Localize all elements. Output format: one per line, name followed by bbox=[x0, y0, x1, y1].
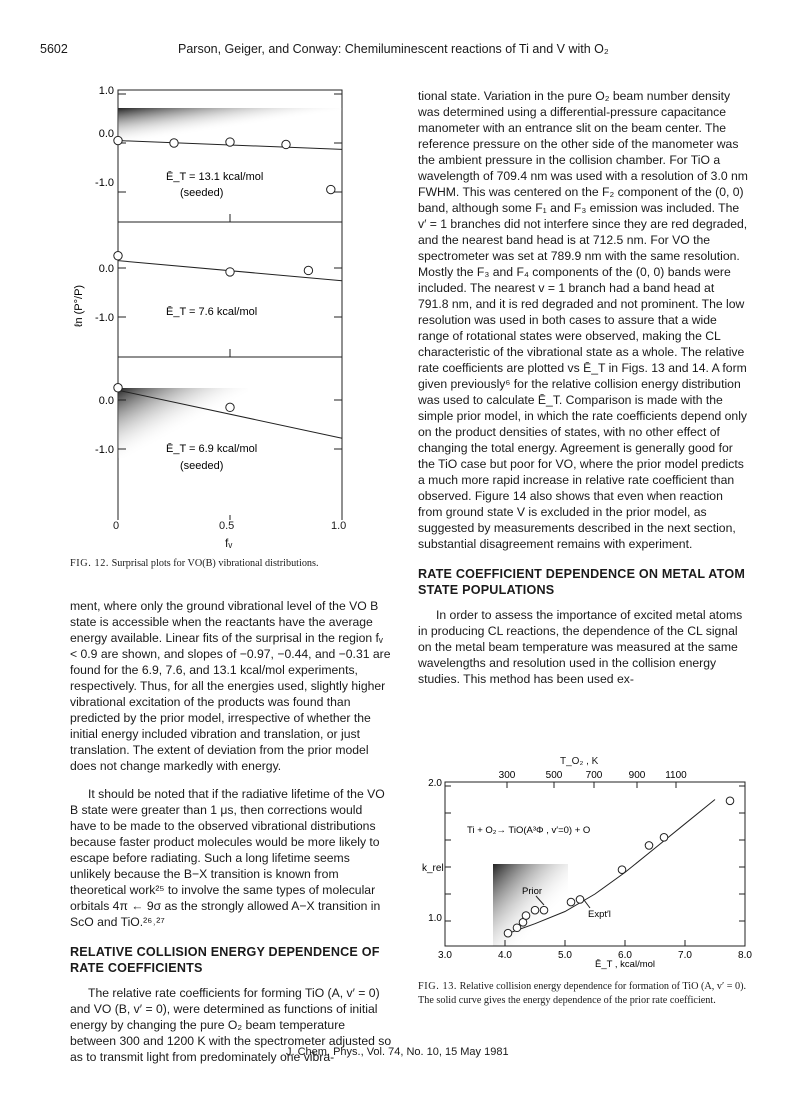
fig12-ytick: 0.0 bbox=[98, 128, 114, 140]
fig12-ytick: -1.0 bbox=[95, 312, 114, 324]
fig13-top-tick: 900 bbox=[628, 770, 646, 781]
fig12-caption-text: Surprisal plots for VO(B) vibrational distributions. bbox=[111, 558, 319, 569]
fig12-data-point bbox=[114, 252, 122, 260]
fig12-caption bbox=[70, 557, 380, 571]
fig13-xtick: 6.0 bbox=[618, 950, 632, 961]
fig12-caption-label: FIG. 12. bbox=[70, 558, 110, 569]
fig13-xlabel: Ē_T , kcal/mol bbox=[595, 959, 656, 970]
fig13-reaction-label: Ti + O₂→ TiO(A³Φ , v′=0) + O bbox=[467, 825, 591, 836]
fig12-shade-top bbox=[118, 108, 342, 142]
fig12-ytick: 0.0 bbox=[98, 395, 114, 407]
fig13-top-axis-label: T_O₂ , K bbox=[560, 756, 599, 767]
left-section-heading: RELATIVE COLLISION ENERGY DEPENDENCE OF RATE COEFFICIENTS bbox=[70, 945, 380, 975]
fig13-top-tick: 300 bbox=[498, 770, 516, 781]
right-paragraph-1: tional state. Variation in the pure O₂ beam number density was determined using a differential-pressure capacitance manometer with an entrance slit on the beam center. The reference pressure on the other side of the manometer was the ambient pressure in the collision chamber. For TiO a wavelength of 709.4 nm was used with a resolution of 3.0 nm FWHM. This was centered on the F₂ component of the (0, 0) band, although some F₁ and F₃ emission was included. The v′ = 1 branches did not interfere since they are red degraded, and the nearest band head is at 712.5 nm. For VO the spectrometer was set at 789.9 nm with the same resolution. Mostly the F₃ and F₄ components of the (0, 0) bands were included. The nearest v = 1 branch had a band head at 791.8 nm, and it is red degraded and not prominent. The low resolution was used in both cases to assure that a wide range of rotational states were observed, making the CL characteristic of the vibrational state as a whole. The relative rate coefficients are plotted vs Ē_T in Figs. 13 and 14. A form given previously⁶ for the relative collision energy distribution was used to calculate Ē_T. Comparison is made with the simple prior model, in which the rate coefficients depend only on the product densities of states, with no other effect of changing the total energy. Agreement is generally good for the TiO case but poor for VO, where the prior model predicts a much more rapid increase in relative rate coefficient than observed. Figure 14 also shows that even when reaction from ground state V is excluded in the prior model, as suggested by measurements described in the next section, substantial disagreement remains with experiment. bbox=[418, 89, 748, 551]
page-number: 5602 bbox=[40, 42, 68, 56]
fig13-ylabel: k_rel bbox=[422, 863, 444, 874]
fig12-xtick: 0.5 bbox=[219, 520, 235, 532]
fig13-xtick: 5.0 bbox=[558, 950, 572, 961]
fig13-data-point bbox=[726, 797, 734, 805]
figure-13 bbox=[418, 770, 753, 978]
fig13-top-tick: 500 bbox=[545, 770, 563, 781]
fig12-panel-note: (seeded) bbox=[180, 460, 224, 472]
fig13-xtick: 3.0 bbox=[438, 950, 452, 961]
fig13-data-point bbox=[504, 929, 512, 937]
fig13-ytick: 1.0 bbox=[428, 913, 442, 924]
fig12-panel-label: Ē_T = 6.9 kcal/mol bbox=[166, 443, 258, 455]
fig13-data-point bbox=[618, 866, 626, 874]
fig13-prior-label: Prior bbox=[522, 886, 543, 897]
fig12-ytick: -1.0 bbox=[95, 444, 114, 456]
fig13-data-point bbox=[645, 842, 653, 850]
fig12-ytick: 0.0 bbox=[98, 263, 114, 275]
fig13-layer bbox=[438, 770, 752, 961]
fig12-xlabel: fᵥ bbox=[225, 536, 233, 550]
left-paragraph-1: ment, where only the ground vibrational level of the VO B state is accessible when the reactants have the average energy available. Linear fits of the surprisal in the region fᵥ < 0.9 are shown, and slopes of −0.97, −0.44, and −0.31 are found for the 6.9, 7.6, and 13.1 kcal/mol experiments, respectively. Thus, for all the energies used, slightly higher vibrational excitation of the products was found than predicted by the prior model, irrespective of whether the initial energy included vibration and translation, or just translation. The extent of deviation from the prior model does not change markedly with energy. bbox=[70, 599, 391, 773]
left-paragraph-3: The relative rate coefficients for forming TiO (A, v′ = 0) and VO (B, v′ = 0), were determined as functions of initial energy by changing the pure O₂ beam temperature between 300 and 1200 K with the spectrometer adjusted so as to transmit light from predominately one vibra- bbox=[70, 986, 392, 1064]
fig12-panel-note: (seeded) bbox=[180, 187, 224, 199]
fig12-panel-label: Ē_T = 13.1 kcal/mol bbox=[166, 171, 264, 183]
fig13-data-point bbox=[567, 898, 575, 906]
fig12-ytick: -1.0 bbox=[95, 177, 114, 189]
fig12-xtick: 0 bbox=[113, 520, 120, 532]
fig13-data-point bbox=[576, 896, 584, 904]
fig13-top-tick: 1100 bbox=[665, 770, 687, 781]
fig13-data-point bbox=[513, 924, 521, 932]
fig13-caption-label: FIG. 13. bbox=[418, 981, 458, 992]
figure-12 bbox=[70, 80, 360, 520]
fig12-data-point bbox=[170, 139, 178, 147]
running-title: Parson, Geiger, and Conway: Chemiluminescent reactions of Ti and V with O₂ bbox=[178, 42, 609, 56]
fig12-data-point bbox=[226, 268, 234, 276]
right-paragraph-2: In order to assess the importance of excited metal atoms in producing CL reactions, the dependence of the CL signal on the metal beam temperature was measured at the same wavelengths and resolution used in the collision energy studies. This method has been used ex- bbox=[418, 608, 743, 686]
fig13-xtick: 4.0 bbox=[498, 950, 512, 961]
fig13-ytick: 2.0 bbox=[428, 778, 442, 789]
fig13-xtick: 8.0 bbox=[738, 950, 752, 961]
footer-citation: J. Chem. Phys., Vol. 74, No. 10, 15 May 1981 bbox=[286, 1046, 509, 1058]
fig12-data-point bbox=[114, 136, 122, 144]
fig13-expt-label: Expt′l bbox=[588, 909, 611, 920]
fig12-ytick: 1.0 bbox=[98, 85, 114, 97]
fig12-xtick: 1.0 bbox=[331, 520, 347, 532]
fig12-data-point bbox=[226, 403, 234, 411]
fig12-data-point bbox=[282, 140, 290, 148]
fig13-caption-text: Relative collision energy dependence for formation of TiO (A, v′ = 0). The solid curve gives the energy dependence of the prior rate coefficient. bbox=[418, 981, 747, 1006]
fig13-data-point bbox=[522, 912, 530, 920]
fig13-top-tick: 700 bbox=[585, 770, 603, 781]
fig13-xtick: 7.0 bbox=[678, 950, 692, 961]
fig13-frame bbox=[445, 782, 745, 946]
fig12-panel-label: Ē_T = 7.6 kcal/mol bbox=[166, 306, 258, 318]
fig12-data-point bbox=[114, 384, 122, 392]
right-section-heading: RATE COEFFICIENT DEPENDENCE ON METAL ATOM STATE POPULATIONS bbox=[418, 567, 746, 597]
right-column bbox=[418, 88, 748, 687]
fig12-ylabel: ℓn (P°/P) bbox=[73, 284, 85, 328]
fig13-data-point bbox=[531, 906, 539, 914]
fig12-data-point bbox=[304, 266, 312, 274]
left-column bbox=[70, 598, 392, 1065]
fig12-data-point bbox=[327, 185, 335, 193]
fig13-data-point bbox=[540, 906, 548, 914]
fig13-data-point bbox=[660, 834, 668, 842]
left-paragraph-2: It should be noted that if the radiative lifetime of the VO B state were greater than 1 μs, then corrections would have to be made to the observed vibrational distributions because faster product molecules would be more likely to escape before radiating. Such a long lifetime seems unlikely because the B−X transition is known from theoretical work²⁵ to involve the same types of molecular orbitals 4π ← 9σ as the strongly allowed A−X transition in ScO and TiO.²⁶˒²⁷ bbox=[70, 787, 385, 929]
fig12-data-point bbox=[226, 138, 234, 146]
fig13-caption bbox=[418, 980, 753, 1007]
